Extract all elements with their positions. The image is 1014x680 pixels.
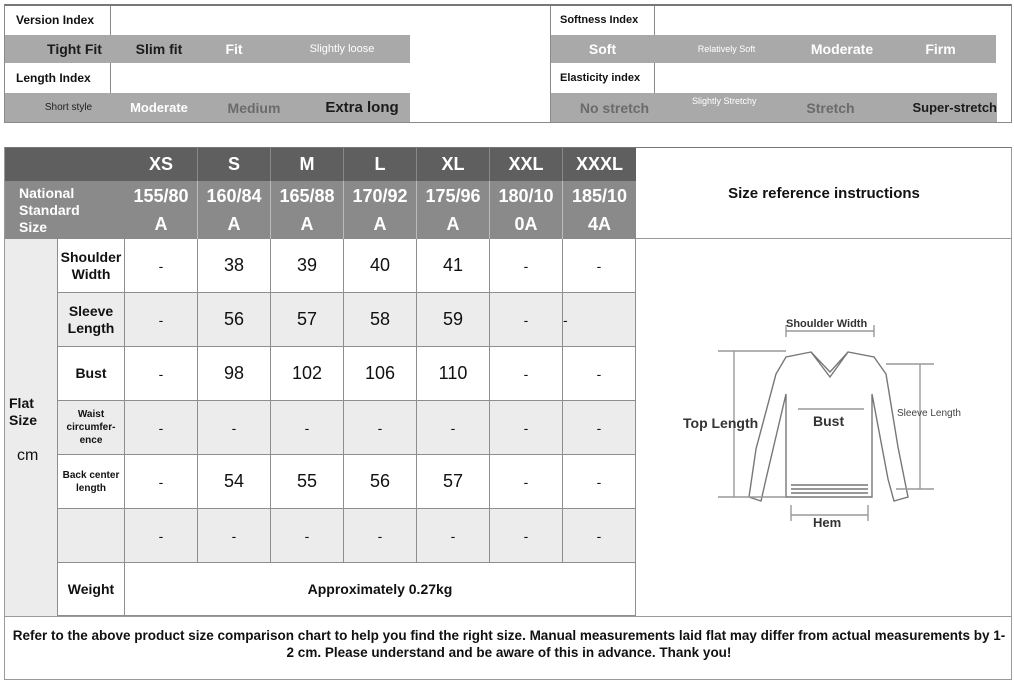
table-cell: 98 <box>198 347 271 401</box>
table-cell: - <box>344 401 417 455</box>
table-cell: 57 <box>271 293 344 347</box>
softness-option-soft: Soft <box>551 35 654 63</box>
softness-option-blank <box>996 35 1011 63</box>
table-cell: - <box>125 455 198 509</box>
row-label <box>58 509 125 563</box>
national-size-m: 165/88 A <box>271 181 344 239</box>
divider <box>110 6 111 35</box>
table-cell: 102 <box>271 347 344 401</box>
table-cell: - <box>271 401 344 455</box>
divider <box>654 6 655 35</box>
divider <box>110 63 111 93</box>
table-cell: 106 <box>344 347 417 401</box>
version-option-slim-fit: Slim fit <box>124 35 194 63</box>
table-cell: 56 <box>344 455 417 509</box>
national-standard-label: National Standard Size <box>5 181 125 239</box>
softness-option-moderate: Moderate <box>799 35 885 63</box>
row-label: Shoulder Width <box>58 239 125 293</box>
table-cell: 55 <box>271 455 344 509</box>
size-header-s: S <box>198 148 271 181</box>
elasticity-option-super-stretch: Super-stretch <box>885 93 997 122</box>
version-option-slightly-loose: Slightly loose <box>274 35 410 63</box>
footer-note: Refer to the above product size comparison chart to help you find the right size. Manual measurements laid flat may differ from actual measurements by 1-2 cm. Please understand and be aware of this in advance. Thank you! <box>12 628 1006 660</box>
table-cell: - <box>490 293 563 347</box>
footer-panel <box>4 617 1012 680</box>
table-cell: - <box>417 509 490 563</box>
table-cell: - <box>563 509 636 563</box>
table-cell: 59 <box>417 293 490 347</box>
flat-size-column <box>5 239 58 616</box>
row-label: Back center length <box>58 455 125 509</box>
national-size-xxxl: 185/10 4A <box>563 181 636 239</box>
softness-option-relatively-soft: Relatively Soft <box>654 35 799 63</box>
length-index-row <box>5 63 550 93</box>
size-header-xl: XL <box>417 148 490 181</box>
table-cell: 58 <box>344 293 417 347</box>
size-header-xxxl: XXXL <box>563 148 636 181</box>
row-label: Sleeve Length <box>58 293 125 347</box>
table-cell: - <box>125 293 198 347</box>
table-cell: - <box>490 347 563 401</box>
table-cell: - <box>417 401 490 455</box>
size-header-corner <box>5 148 125 181</box>
table-cell: - <box>490 509 563 563</box>
table-cell: - <box>563 455 636 509</box>
table-cell: - <box>125 509 198 563</box>
weight-value: Approximately 0.27kg <box>125 563 636 616</box>
top-length-label: Top Length <box>683 415 759 431</box>
elasticity-option-no-stretch: No stretch <box>551 93 678 122</box>
length-index-label: Length Index <box>16 71 91 85</box>
bust-label: Bust <box>813 413 845 429</box>
size-reference-diagram <box>636 239 1012 616</box>
version-index-row <box>5 6 550 35</box>
elasticity-index-label: Elasticity index <box>560 72 641 84</box>
table-cell: 39 <box>271 239 344 293</box>
table-cell: - <box>198 509 271 563</box>
table-cell: - <box>125 239 198 293</box>
table-cell: - <box>271 509 344 563</box>
elasticity-option-blank <box>997 93 1011 122</box>
size-header-xxl: XXL <box>490 148 563 181</box>
length-option-medium: Medium <box>194 93 314 122</box>
length-option-moderate: Moderate <box>124 93 194 122</box>
table-cell: 40 <box>344 239 417 293</box>
version-option-fit: Fit <box>194 35 274 63</box>
elasticity-option-slightly-stretchy: Slightly Stretchy <box>678 93 776 122</box>
table-cell: - <box>125 401 198 455</box>
national-size-xs: 155/80 A <box>125 181 198 239</box>
table-cell: - <box>344 509 417 563</box>
softness-option-firm: Firm <box>885 35 996 63</box>
national-size-xl: 175/96 A <box>417 181 490 239</box>
national-size-s: 160/84 A <box>198 181 271 239</box>
table-cell: 110 <box>417 347 490 401</box>
hem-label: Hem <box>813 515 842 530</box>
table-cell: 38 <box>198 239 271 293</box>
divider <box>654 63 655 93</box>
shoulder-width-label: Shoulder Width <box>786 318 868 330</box>
table-cell: - <box>198 401 271 455</box>
size-reference-title: Size reference instructions <box>636 148 1012 239</box>
table-cell: 41 <box>417 239 490 293</box>
flat-size-label: Flat Size <box>9 395 38 428</box>
table-cell: - <box>490 401 563 455</box>
weight-label: Weight <box>58 563 125 616</box>
table-cell: 56 <box>198 293 271 347</box>
version-option-blank <box>410 35 550 63</box>
length-option-extra-long: Extra long <box>314 93 410 122</box>
elasticity-option-stretch: Stretch <box>776 93 885 122</box>
sleeve-length-label: Sleeve Length <box>897 408 961 419</box>
table-cell: - <box>563 293 636 347</box>
row-label: Bust <box>58 347 125 401</box>
size-header-m: M <box>271 148 344 181</box>
national-size-xxl: 180/10 0A <box>490 181 563 239</box>
table-cell: - <box>563 239 636 293</box>
length-option-blank <box>410 93 550 122</box>
unit-label: cm <box>17 447 39 464</box>
row-label: Waist circumfer-ence <box>58 401 125 455</box>
table-cell: - <box>490 455 563 509</box>
softness-index-label: Softness Index <box>560 14 639 26</box>
version-index-label: Version Index <box>16 13 95 27</box>
national-size-l: 170/92 A <box>344 181 417 239</box>
softness-index-row <box>551 6 1011 35</box>
size-header-xs: XS <box>125 148 198 181</box>
table-cell: - <box>563 347 636 401</box>
length-option-short-style: Short style <box>5 93 124 122</box>
table-cell: 54 <box>198 455 271 509</box>
version-option-tight-fit: Tight Fit <box>5 35 124 63</box>
table-cell: - <box>490 239 563 293</box>
size-header-l: L <box>344 148 417 181</box>
table-cell: 57 <box>417 455 490 509</box>
elasticity-index-row <box>551 63 1011 93</box>
table-cell: - <box>125 347 198 401</box>
table-cell: - <box>563 401 636 455</box>
